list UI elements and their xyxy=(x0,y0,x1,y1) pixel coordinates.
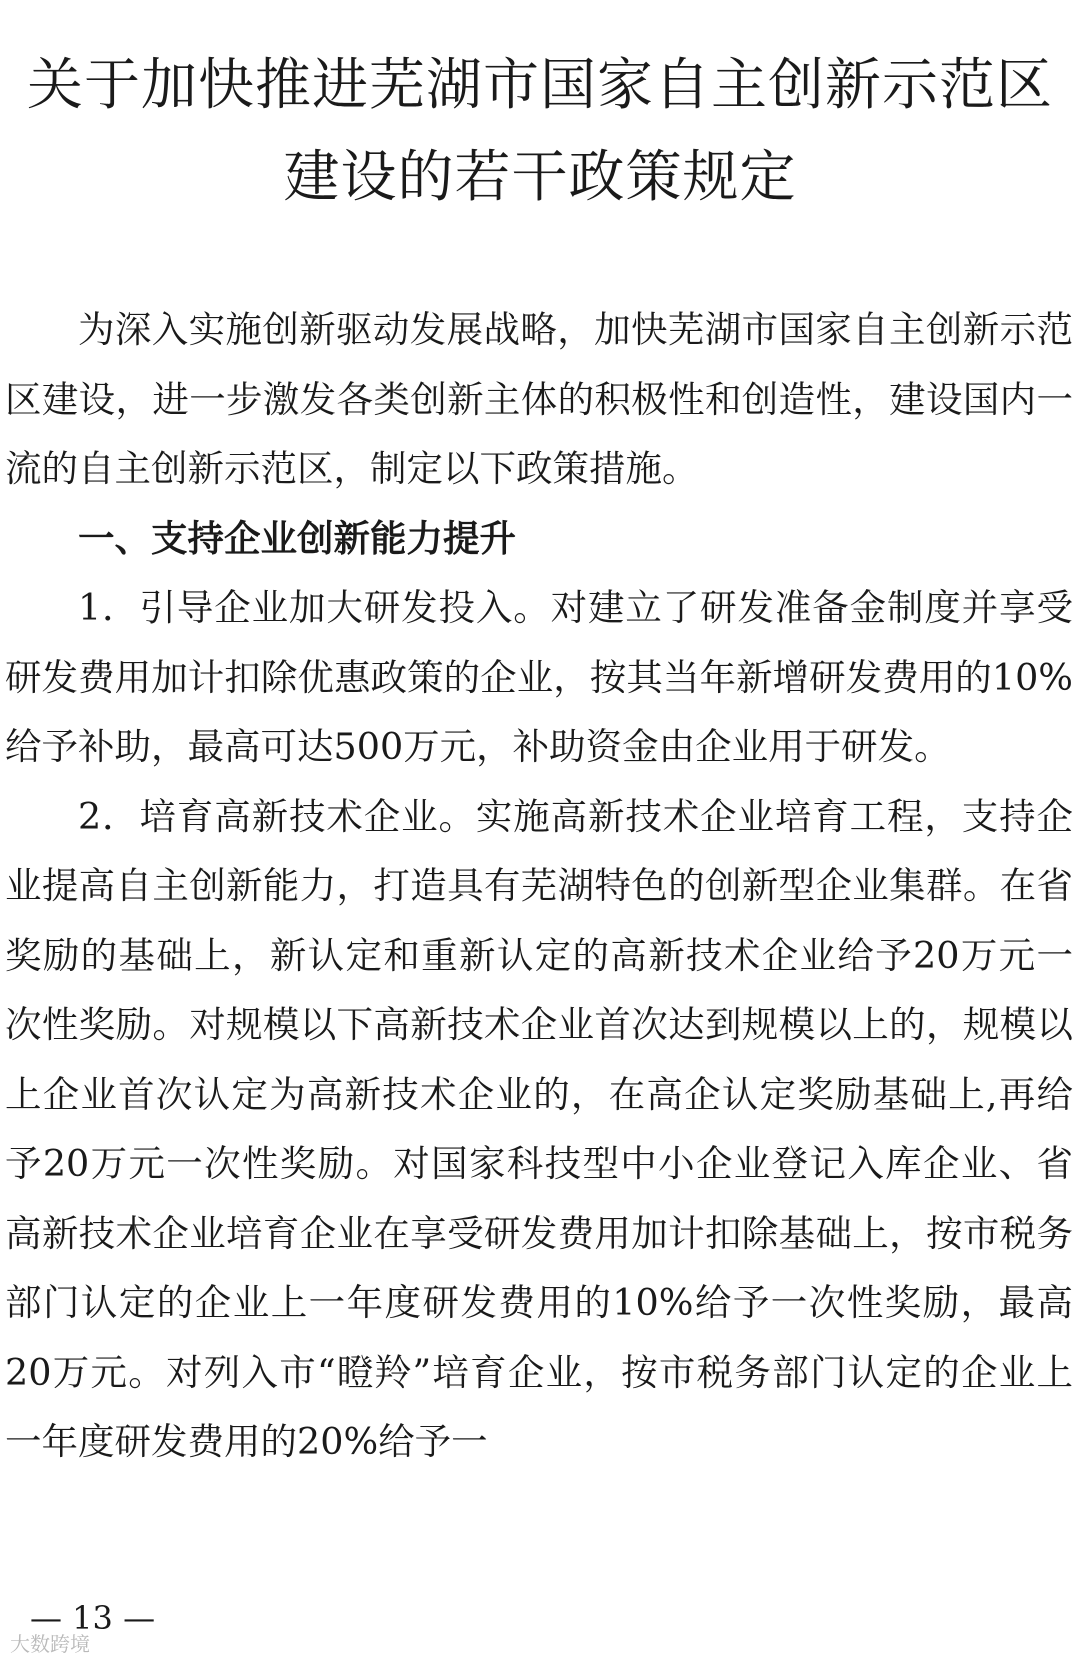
policy-item-2: 2．培育高新技术企业。实施高新技术企业培育工程，支持企业提高自主创新能力，打造具有芜湖特色的创新型企业集群。在省奖励的基础上，新认定和重新认定的高新技术企业给予20万元一次性奖励。对规模以下高新技术企业首次达到规模以上的，规模以上企业首次认定为高新技术企业的，在高企认定奖励基础上,再给予20万元一次性奖励。对国家科技型中小企业登记入库企业、省高新技术企业培育企业在享受研发费用加计扣除基础上，按市税务部门认定的企业上一年度研发费用的10%给予一次性奖励，最高20万元。对列入市“瞪羚”培育企业，按市税务部门认定的企业上一年度研发费用的20%给予一 xyxy=(5,794,1073,1463)
watermark-logo: 大数跨境 xyxy=(10,1632,90,1656)
policy-item-1: 1．引导企业加大研发投入。对建立了研发准备金制度并享受研发费用加计扣除优惠政策的企业，按其当年新增研发费用的10%给予补助，最高可达500万元，补助资金由企业用于研发。 xyxy=(5,586,1073,768)
page-number: — 13 — xyxy=(30,1599,156,1637)
section-heading-1: 一、支持企业创新能力提升 xyxy=(78,516,516,560)
document-body xyxy=(5,295,1073,1477)
intro-paragraph: 为深入实施创新驱动发展战略，加快芜湖市国家自主创新示范区建设，进一步激发各类创新主体的积极性和创造性，建设国内一流的自主创新示范区，制定以下政策措施。 xyxy=(5,308,1073,490)
document-title-line-2: 建设的若干政策规定 xyxy=(283,145,797,210)
document-title-line-1: 关于加快推进芜湖市国家自主创新示范区 xyxy=(27,53,1053,118)
